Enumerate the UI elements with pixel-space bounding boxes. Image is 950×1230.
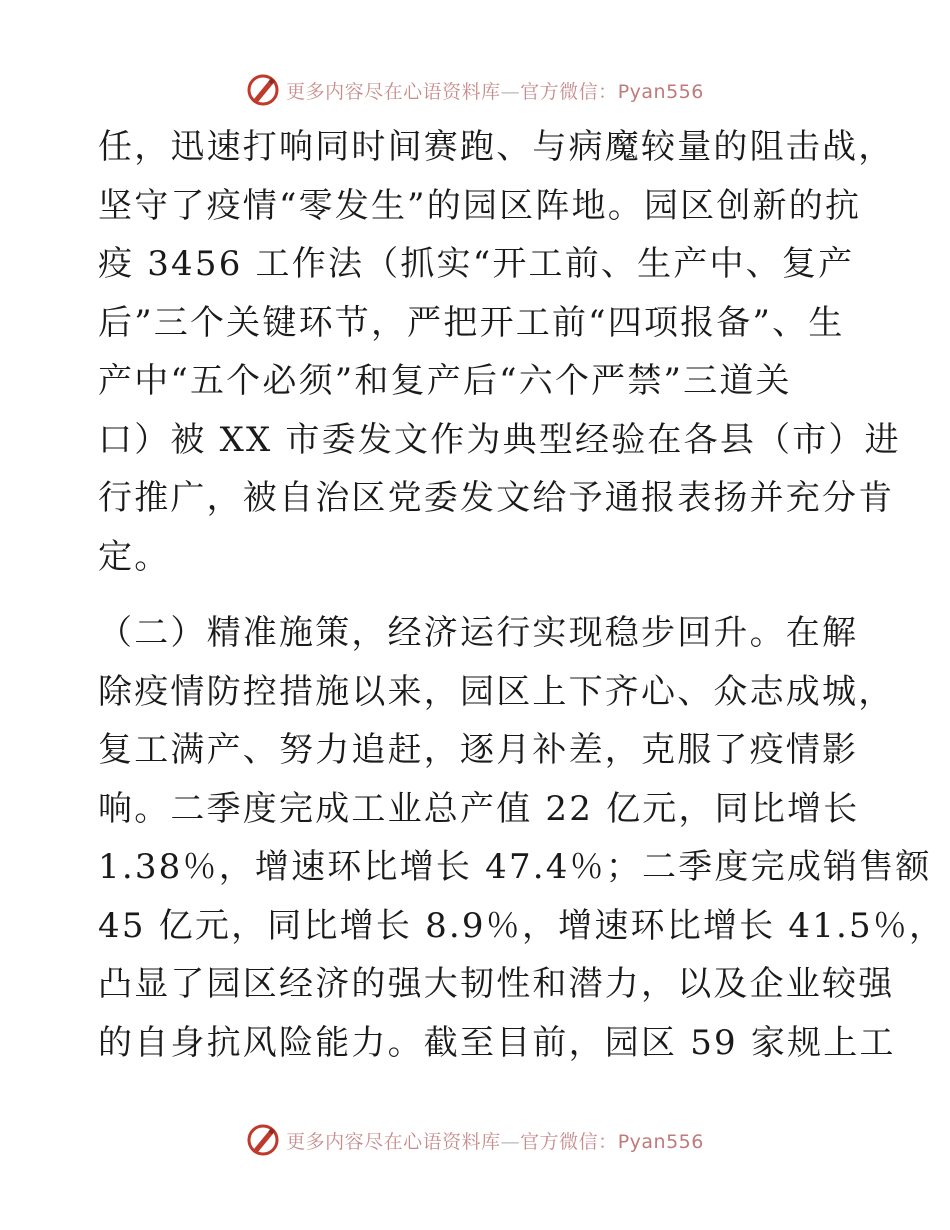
text-line: 疫 3456 工作法（抓实“开工前、生产中、复产 [98, 244, 855, 284]
watermark-separator: — [500, 1130, 521, 1153]
watermark-text [286, 77, 704, 104]
text-line: 任，迅速打响同时间赛跑、与病魔较量的阻击战， [98, 127, 895, 167]
watermark-wechat-label: 官方微信： [520, 80, 618, 103]
watermark-wechat-id: Pyan556 [617, 80, 704, 103]
text-line: 产中“五个必须”和复产后“六个严禁”三道关 [98, 361, 792, 401]
text-line: 行推广，被自治区党委发文给予通报表扬并充分肯 [98, 478, 895, 518]
text-line: 45 亿元，同比增长 8.9％，增速环比增长 41.5％， [98, 905, 946, 946]
watermark-main-text: 更多内容尽在心语资料库 [286, 80, 501, 103]
text-line: 响。二季度完成工业总产值 22 亿元，同比增长 [98, 788, 860, 829]
text-line: 坚守了疫情“零发生”的园区阵地。园区创新的抗 [98, 185, 862, 226]
text-line: 后”三个关键环节，严把开工前“四项报备”、生 [98, 302, 845, 343]
paragraph-1 [98, 118, 901, 586]
watermark-main-text: 更多内容尽在心语资料库 [286, 1130, 501, 1153]
watermark-wechat-id: Pyan556 [617, 1130, 704, 1153]
pen-circle-logo-icon [246, 73, 280, 107]
watermark-text [286, 1127, 704, 1154]
text-line: 口）被 XX 市委发文作为典型经验在各县（市）进 [98, 419, 901, 460]
watermark-separator: — [500, 80, 521, 103]
paragraph-gap [98, 586, 858, 604]
document-body [98, 118, 946, 1072]
text-line: 复工满产、努力追赶，逐月补差，克服了疫情影 [98, 730, 859, 770]
text-line: 1.38％，增速环比增长 47.4％；二季度完成销售额 [98, 847, 932, 887]
text-line: 除疫情防控措施以来，园区上下齐心、众志成城， [98, 671, 895, 712]
text-line: 凸显了园区经济的强大韧性和潜力，以及企业较强 [98, 964, 895, 1004]
pen-circle-logo-icon [246, 1123, 280, 1157]
footer-watermark [0, 1120, 950, 1160]
header-watermark [0, 70, 950, 110]
text-line: （二）精准施策，经济运行实现稳步回升。在解 [98, 613, 859, 653]
text-line: 定。 [98, 536, 171, 577]
paragraph-2 [98, 604, 946, 1072]
watermark-wechat-label: 官方微信： [520, 1130, 618, 1153]
text-line: 的自身抗风险能力。截至目前，园区 59 家规上工 [98, 1022, 896, 1063]
